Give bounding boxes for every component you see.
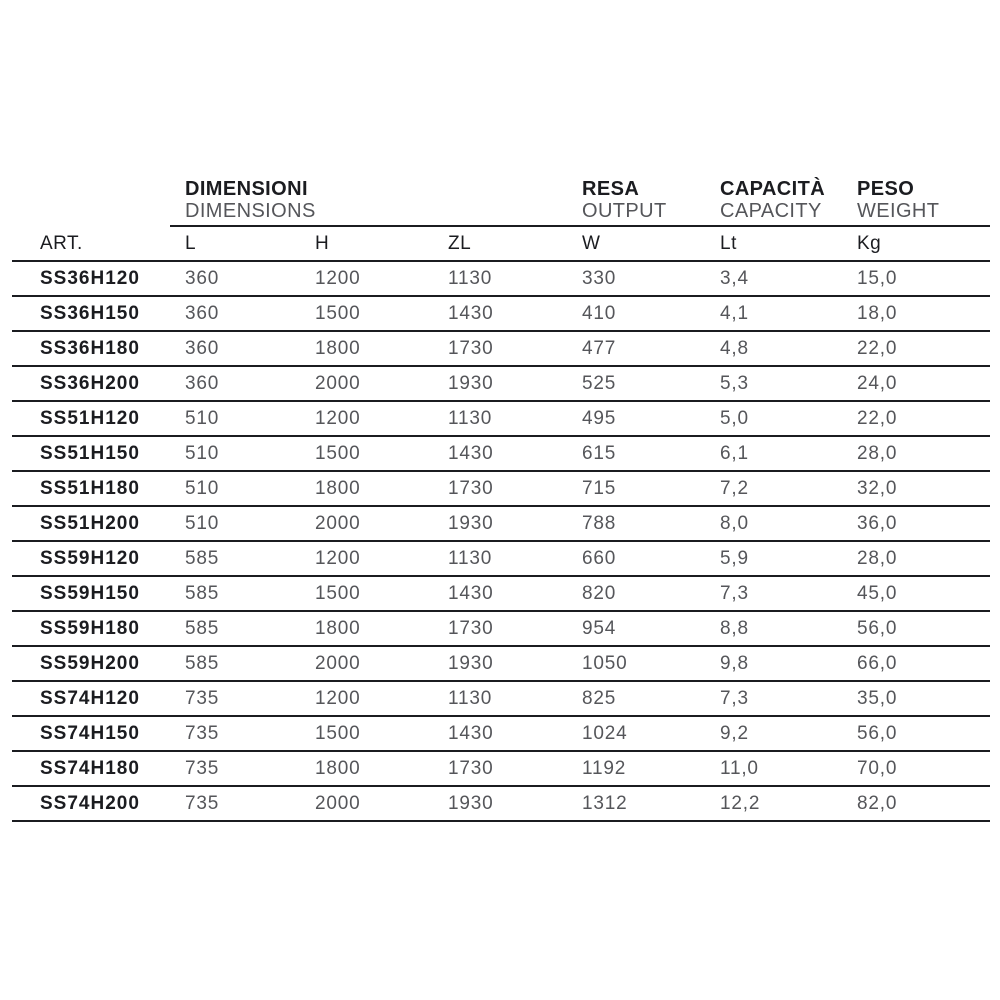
article-code: SS74H180 (40, 757, 140, 779)
group-label-en: WEIGHT (857, 200, 940, 222)
column-header-h: H (315, 232, 330, 254)
cell-w: 1024 (582, 722, 628, 744)
cell-lt: 7,2 (720, 477, 749, 499)
cell-w: 1312 (582, 792, 628, 814)
article-code: SS59H120 (40, 547, 140, 569)
cell-zl: 1930 (448, 652, 494, 674)
cell-kg: 70,0 (857, 757, 898, 779)
cell-kg: 28,0 (857, 442, 898, 464)
cell-w: 788 (582, 512, 617, 534)
cell-w: 410 (582, 302, 617, 324)
cell-l: 360 (185, 372, 220, 394)
cell-lt: 3,4 (720, 267, 749, 289)
cell-zl: 1130 (448, 547, 493, 569)
article-code: SS74H150 (40, 722, 140, 744)
cell-kg: 82,0 (857, 792, 898, 814)
group-label-it: PESO (857, 178, 915, 200)
table-row (12, 752, 990, 787)
cell-kg: 66,0 (857, 652, 898, 674)
cell-h: 1500 (315, 302, 361, 324)
table-row (12, 437, 990, 472)
cell-zl: 1730 (448, 617, 494, 639)
cell-lt: 5,9 (720, 547, 749, 569)
table-row (12, 787, 990, 822)
cell-kg: 56,0 (857, 722, 898, 744)
column-header-art: ART. (40, 232, 83, 254)
article-code: SS36H180 (40, 337, 140, 359)
group-header-dimensions (185, 178, 316, 222)
cell-kg: 36,0 (857, 512, 898, 534)
cell-zl: 1130 (448, 267, 493, 289)
cell-l: 735 (185, 687, 220, 709)
table-row (12, 367, 990, 402)
cell-h: 1800 (315, 337, 361, 359)
article-code: SS59H200 (40, 652, 140, 674)
cell-l: 585 (185, 617, 220, 639)
cell-l: 510 (185, 407, 220, 429)
cell-lt: 5,3 (720, 372, 749, 394)
cell-h: 1500 (315, 722, 361, 744)
article-code: SS51H120 (40, 407, 140, 429)
cell-l: 510 (185, 477, 220, 499)
cell-lt: 4,1 (720, 302, 749, 324)
cell-kg: 15,0 (857, 267, 898, 289)
cell-lt: 6,1 (720, 442, 749, 464)
table-row (12, 472, 990, 507)
cell-w: 615 (582, 442, 617, 464)
column-header-kg: Kg (857, 232, 882, 254)
article-code: SS36H150 (40, 302, 140, 324)
group-header-weight (857, 178, 939, 222)
table-row (12, 297, 990, 332)
column-header-w: W (582, 232, 601, 254)
cell-l: 360 (185, 337, 220, 359)
cell-h: 2000 (315, 792, 361, 814)
group-label-en: DIMENSIONS (185, 200, 316, 222)
table-row (12, 332, 990, 367)
cell-h: 1800 (315, 477, 361, 499)
cell-l: 735 (185, 792, 220, 814)
cell-h: 1200 (315, 547, 361, 569)
article-code: SS51H200 (40, 512, 140, 534)
table-body (12, 262, 990, 822)
cell-l: 735 (185, 757, 220, 779)
cell-zl: 1730 (448, 477, 494, 499)
column-header-lt: Lt (720, 232, 737, 254)
cell-lt: 5,0 (720, 407, 749, 429)
table-row (12, 682, 990, 717)
article-code: SS36H120 (40, 267, 140, 289)
cell-zl: 1430 (448, 302, 494, 324)
table-row (12, 717, 990, 752)
group-label-en: OUTPUT (582, 200, 667, 222)
article-code: SS74H200 (40, 792, 140, 814)
cell-h: 1800 (315, 617, 361, 639)
cell-l: 585 (185, 547, 220, 569)
article-code: SS51H150 (40, 442, 140, 464)
cell-l: 360 (185, 267, 220, 289)
cell-w: 495 (582, 407, 617, 429)
cell-kg: 22,0 (857, 407, 898, 429)
cell-h: 2000 (315, 372, 361, 394)
cell-h: 2000 (315, 652, 361, 674)
cell-zl: 1130 (448, 687, 493, 709)
cell-zl: 1730 (448, 757, 494, 779)
cell-kg: 18,0 (857, 302, 898, 324)
group-header-output (582, 178, 667, 222)
cell-w: 715 (582, 477, 617, 499)
cell-l: 735 (185, 722, 220, 744)
cell-kg: 45,0 (857, 582, 898, 604)
table-row (12, 402, 990, 437)
cell-kg: 35,0 (857, 687, 898, 709)
cell-w: 954 (582, 617, 617, 639)
group-label-it: CAPACITÀ (720, 178, 826, 200)
article-code: SS36H200 (40, 372, 140, 394)
spec-table (12, 178, 990, 822)
cell-kg: 22,0 (857, 337, 898, 359)
cell-h: 1200 (315, 267, 361, 289)
cell-zl: 1430 (448, 442, 494, 464)
cell-w: 477 (582, 337, 617, 359)
cell-lt: 8,8 (720, 617, 749, 639)
cell-w: 1050 (582, 652, 628, 674)
column-header-l: L (185, 232, 197, 254)
cell-lt: 7,3 (720, 582, 749, 604)
cell-zl: 1130 (448, 407, 493, 429)
cell-h: 1200 (315, 687, 361, 709)
cell-w: 525 (582, 372, 617, 394)
group-label-it: DIMENSIONI (185, 178, 308, 200)
article-code: SS59H180 (40, 617, 140, 639)
cell-h: 1800 (315, 757, 361, 779)
group-header-capacity (720, 178, 825, 222)
cell-lt: 12,2 (720, 792, 761, 814)
cell-lt: 7,3 (720, 687, 749, 709)
article-code: SS51H180 (40, 477, 140, 499)
cell-kg: 28,0 (857, 547, 898, 569)
cell-zl: 1430 (448, 582, 494, 604)
cell-lt: 8,0 (720, 512, 749, 534)
cell-h: 1200 (315, 407, 361, 429)
cell-lt: 4,8 (720, 337, 749, 359)
cell-kg: 56,0 (857, 617, 898, 639)
table-row (12, 262, 990, 297)
group-label-it: RESA (582, 178, 640, 200)
table-row (12, 647, 990, 682)
cell-l: 585 (185, 582, 220, 604)
table-row (12, 507, 990, 542)
cell-zl: 1930 (448, 372, 494, 394)
cell-l: 585 (185, 652, 220, 674)
cell-l: 510 (185, 442, 220, 464)
table-row (12, 577, 990, 612)
cell-kg: 24,0 (857, 372, 898, 394)
cell-lt: 9,2 (720, 722, 749, 744)
cell-w: 1192 (582, 757, 627, 779)
table-row (12, 542, 990, 577)
article-code: SS59H150 (40, 582, 140, 604)
table-row (12, 612, 990, 647)
cell-h: 1500 (315, 442, 361, 464)
group-label-en: CAPACITY (720, 200, 822, 222)
cell-w: 330 (582, 267, 617, 289)
cell-zl: 1430 (448, 722, 494, 744)
cell-h: 1500 (315, 582, 361, 604)
cell-kg: 32,0 (857, 477, 898, 499)
cell-w: 825 (582, 687, 617, 709)
column-header-row (12, 227, 990, 262)
cell-zl: 1930 (448, 792, 494, 814)
cell-w: 660 (582, 547, 617, 569)
article-code: SS74H120 (40, 687, 140, 709)
cell-h: 2000 (315, 512, 361, 534)
cell-w: 820 (582, 582, 617, 604)
cell-lt: 11,0 (720, 757, 759, 779)
group-header-row (170, 178, 990, 227)
cell-zl: 1730 (448, 337, 494, 359)
cell-l: 510 (185, 512, 220, 534)
cell-zl: 1930 (448, 512, 494, 534)
cell-l: 360 (185, 302, 220, 324)
cell-lt: 9,8 (720, 652, 749, 674)
column-header-zl: ZL (448, 232, 472, 254)
